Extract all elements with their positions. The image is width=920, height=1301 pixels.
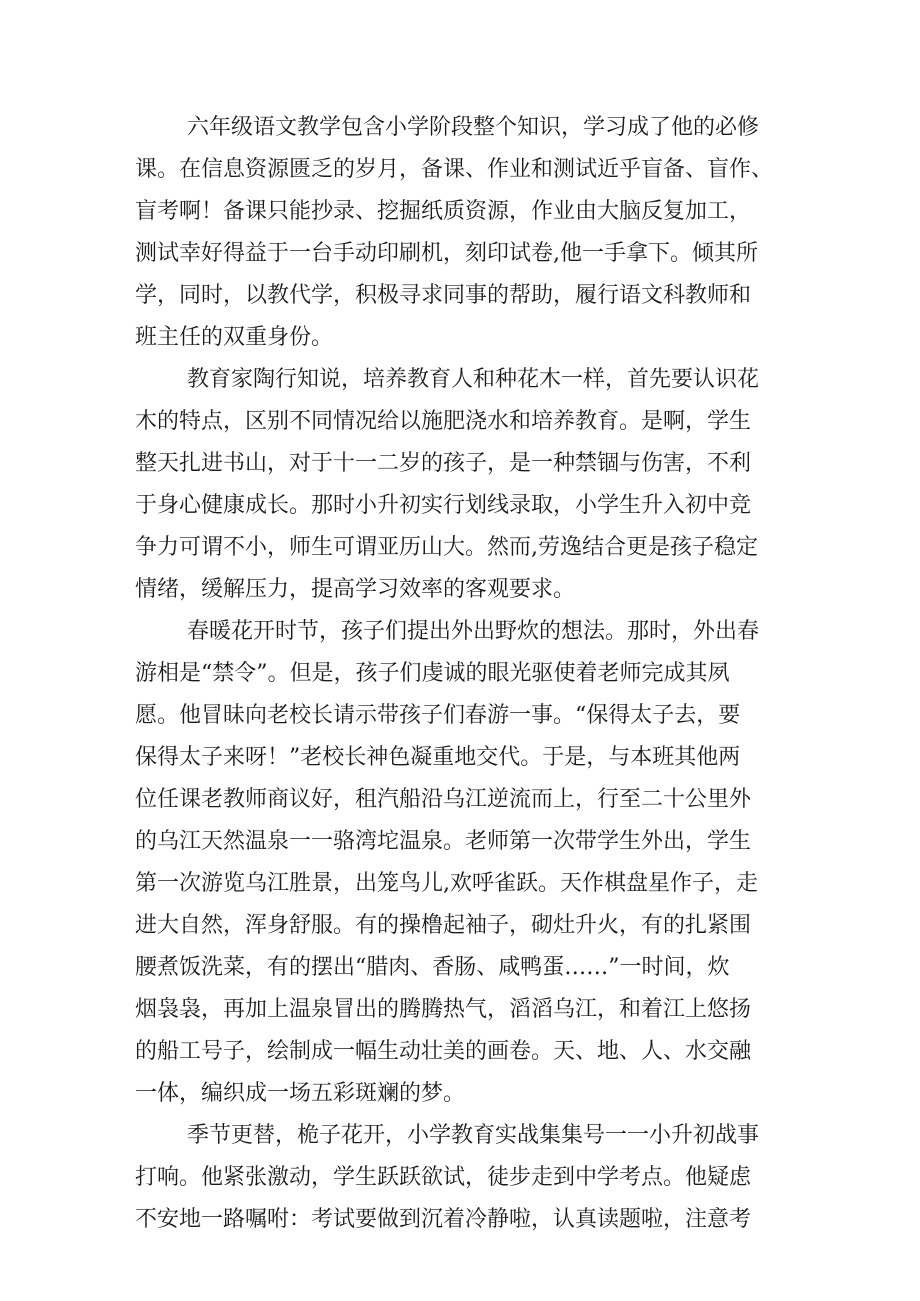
text-line: 情绪，缓解压力，提高学习效率的客观要求。	[135, 577, 576, 602]
text-line: 游相是“禁令”。但是，孩子们虔诚的眼光驱使着老师完成其夙	[135, 661, 730, 686]
text-line: 腰煮饭洗菜，有的摆出“腊肉、香肠、咸鸭蛋……”一时间，炊	[135, 955, 730, 980]
text-line: 季节更替，桅子花开，小学教育实战集集号一一小升初战事	[187, 1123, 760, 1148]
text-line: 春暖花开时节，孩子们提出外出野炊的想法。那时，外出春	[187, 619, 760, 644]
text-line: 的船工号子，绘制成一幅生动壮美的画卷。天、地、人、水交融	[135, 1039, 752, 1064]
text-line: 整天扎进书山，对于十一二岁的孩子，是一种禁锢与伤害，不利	[135, 451, 752, 476]
text-line: 一体，编织成一场五彩斑斓的梦。	[135, 1081, 466, 1106]
text-line: 位任课老教师商议好，租汽船沿乌江逆流而上，行至二十公里外	[135, 787, 752, 812]
text-line: 打响。他紧张激动，学生跃跃欲试，徒步走到中学考点。他疑虑	[135, 1165, 752, 1190]
text-line: 六年级语文教学包含小学阶段整个知识，学习成了他的必修	[187, 115, 760, 140]
text-line: 第一次游览乌江胜景，出笼鸟儿,欢呼雀跃。天作棋盘星作子，走	[135, 871, 758, 896]
text-line: 于身心健康成长。那时小升初实行划线录取，小学生升入初中竞	[135, 493, 752, 518]
text-line: 课。在信息资源匮乏的岁月，备课、作业和测试近乎盲备、盲作、	[135, 157, 774, 182]
text-line: 进大自然，浑身舒服。有的操橹起袖子，砌灶升火，有的扎紧围	[135, 913, 752, 938]
text-line: 测试幸好得益于一台手动印刷机，刻印试卷,他一手拿下。倾其所	[135, 241, 758, 266]
text-line: 愿。他冒昧向老校长请示带孩子们春游一事。“保得太子去，要	[135, 703, 741, 728]
text-line: 学，同时，以教代学，积极寻求同事的帮助，履行语文科教师和	[135, 283, 752, 308]
text-line: 木的特点，区别不同情况给以施肥浇水和培养教育。是啊，学生	[135, 409, 752, 434]
text-line: 争力可谓不小，师生可谓亚历山大。然而,劳逸结合更是孩子稳定	[135, 535, 758, 560]
text-line: 班主任的双重身份。	[135, 325, 334, 350]
text-line: 盲考啊！备课只能抄录、挖掘纸质资源，作业由大脑反复加工，	[135, 199, 752, 224]
text-line: 烟袅袅，再加上温泉冒出的腾腾热气，滔滔乌江，和着江上悠扬	[135, 997, 752, 1022]
text-line: 教育家陶行知说，培养教育人和种花木一样，首先要认识花	[187, 367, 760, 392]
text-line: 保得太子来呀！”老校长神色凝重地交代。于是，与本班其他两	[135, 745, 741, 770]
text-line: 不安地一路嘱咐：考试要做到沉着冷静啦，认真读题啦，注意考	[135, 1207, 752, 1232]
text-line: 的乌江天然温泉一一骆湾坨温泉。老师第一次带学生外出，学生	[135, 829, 752, 854]
